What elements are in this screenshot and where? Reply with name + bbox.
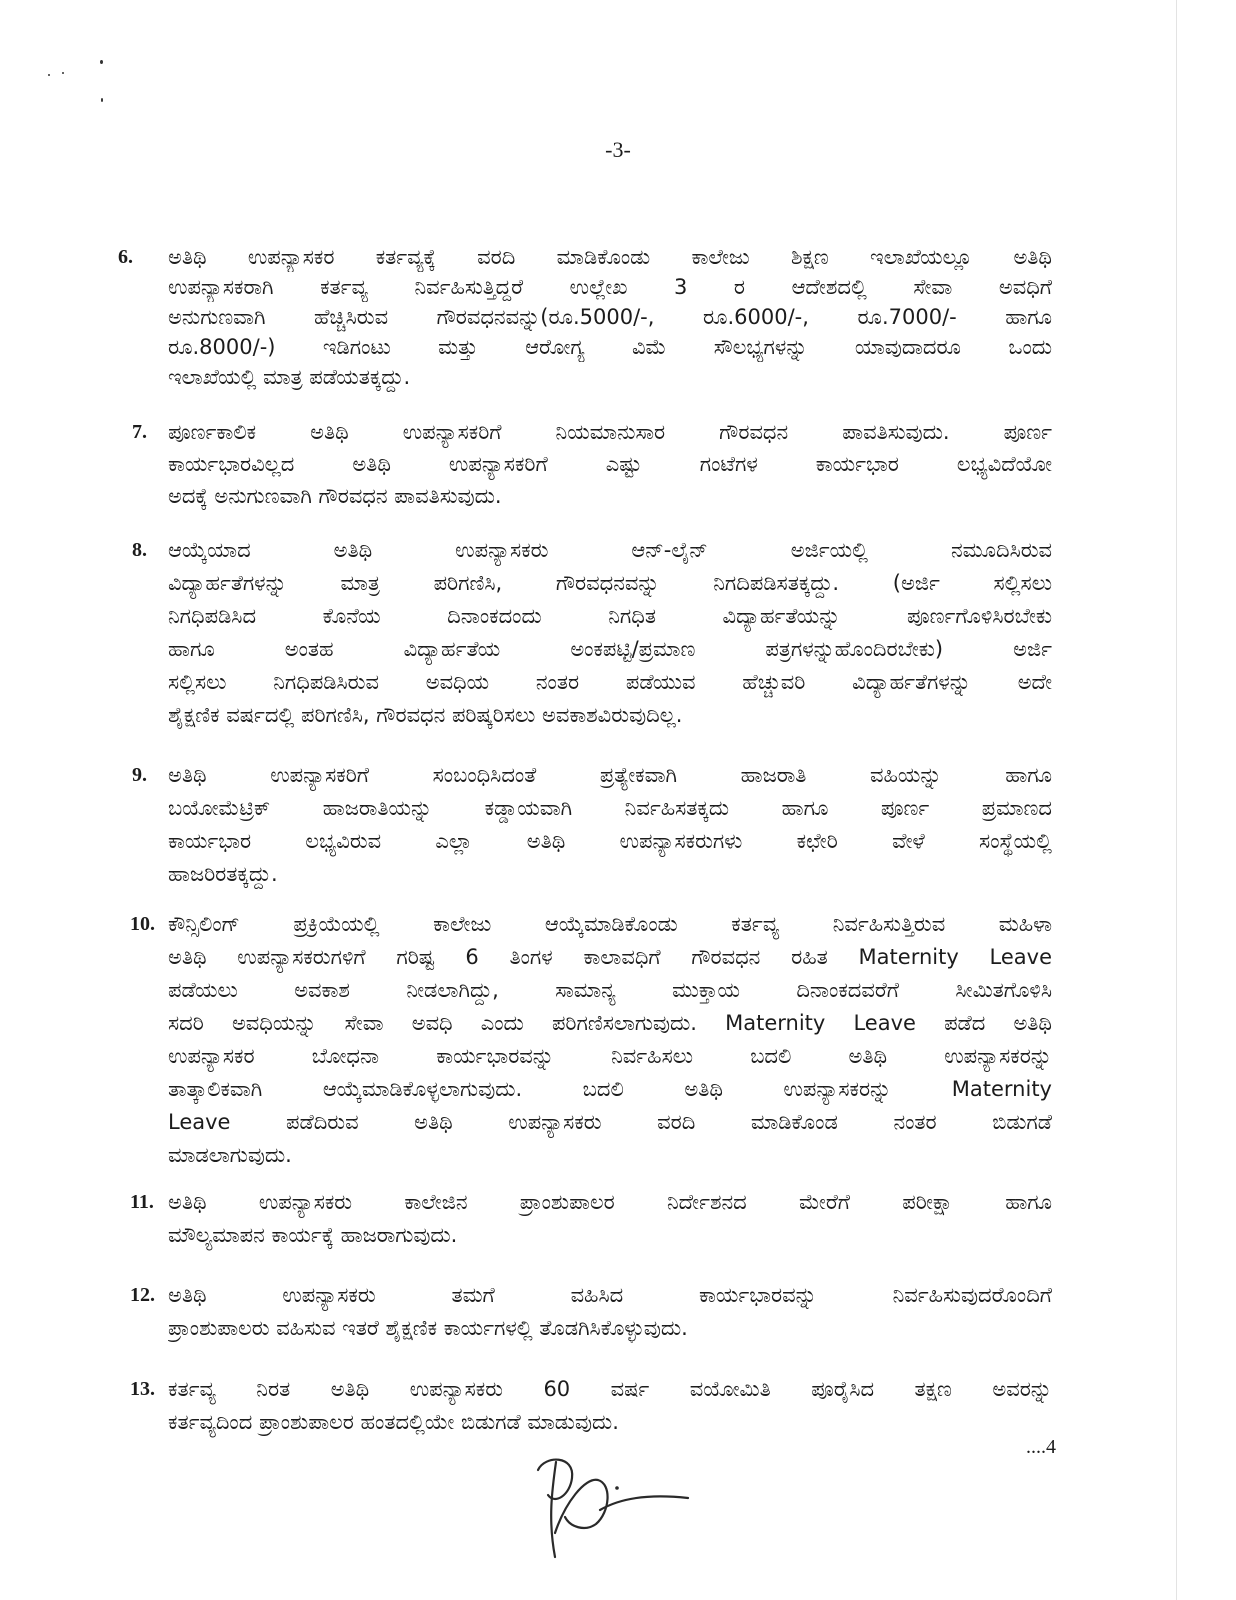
clause-line: ಅದಕ್ಕೆ ಅನುಗುಣವಾಗಿ ಗೌರವಧನ ಪಾವತಿಸುವುದು. [168, 484, 502, 508]
clause-number: 7. [132, 421, 147, 443]
clause-number: 11. [130, 1191, 154, 1213]
continuation-marker: ....4 [1026, 1436, 1056, 1458]
clause-text [168, 1373, 1052, 1439]
scan-speck [62, 72, 64, 74]
clause-line: ಹಾಜರಿರತಕ್ಕದ್ದು. [168, 862, 278, 886]
clause-line: ಬಯೋಮೆಟ್ರಿಕ್ ಹಾಜರಾತಿಯನ್ನು ಕಡ್ಡಾಯವಾಗಿ ನಿರ್ವಹಿಸತಕ್ಕದು ಹಾಗೂ ಪೂರ್ಣ ಪ್ರಮಾಣದ [168, 796, 1052, 820]
scan-speck [48, 74, 50, 76]
clause-line: ಉಪನ್ಯಾಸಕರಾಗಿ ಕರ್ತವ್ಯ ನಿರ್ವಹಿಸುತ್ತಿದ್ದರೆ ಉಲ್ಲೇಖ 3 ರ ಆದೇಶದಲ್ಲಿ ಸೇವಾ ಅವಧಿಗೆ [168, 275, 1052, 299]
clause-number: 9. [132, 764, 147, 786]
clause-line: ವಿದ್ಯಾರ್ಹತೆಗಳನ್ನು ಮಾತ್ರ ಪರಿಗಣಿಸಿ, ಗೌರವಧನವನ್ನು ನಿಗದಿಪಡಿಸತಕ್ಕದ್ದು. (ಅರ್ಜಿ ಸಲ್ಲಿಸಲು [168, 571, 1052, 595]
clause-line: ನಿಗಧಿಪಡಿಸಿದ ಕೊನೆಯ ದಿನಾಂಕದಂದು ನಿಗಧಿತ ವಿದ್ಯಾರ್ಹತೆಯನ್ನು ಪೂರ್ಣಗೊಳಿಸಿರಬೇಕು [168, 604, 1052, 628]
scan-speck [100, 60, 103, 64]
clause-text [168, 534, 1052, 732]
clause-line: ಅತಿಥಿ ಉಪನ್ಯಾಸಕರು ಕಾಲೇಜಿನ ಪ್ರಾಂಶುಪಾಲರ ನಿರ್ದೇಶನದ ಮೇರೆಗೆ ಪರೀಕ್ಷಾ ಹಾಗೂ [168, 1190, 1052, 1214]
clause-line: ಅನುಗುಣವಾಗಿ ಹೆಚ್ಚಿಸಿರುವ ಗೌರವಧನವನ್ನು(ರೂ.5000/-, ರೂ.6000/-, ರೂ.7000/- ಹಾಗೂ [168, 305, 1052, 329]
clause-line: ಅತಿಥಿ ಉಪನ್ಯಾಸಕರು ತಮಗೆ ವಹಿಸಿದ ಕಾರ್ಯಭಾರವನ್ನು ನಿರ್ವಹಿಸುವುದರೊಂದಿಗೆ [168, 1283, 1052, 1307]
clause-number: 12. [130, 1284, 155, 1306]
clause-line: Leave ಪಡೆದಿರುವ ಅತಿಥಿ ಉಪನ್ಯಾಸಕರು ವರದಿ ಮಾಡಿಕೊಂಡ ನಂತರ ಬಿಡುಗಡೆ [168, 1110, 1052, 1134]
clause-text [168, 242, 1052, 392]
clause-number: 6. [118, 246, 133, 268]
clause-line: ಇಲಾಖೆಯಲ್ಲಿ ಮಾತ್ರ ಪಡೆಯತಕ್ಕದ್ದು. [168, 365, 411, 389]
clause-line: ಮೌಲ್ಯಮಾಪನ ಕಾರ್ಯಕ್ಕೆ ಹಾಜರಾಗುವುದು. [168, 1223, 458, 1247]
scan-edge-line [1176, 0, 1177, 1600]
clause-text [168, 908, 1052, 1172]
clause-line: ಮಾಡಲಾಗುವುದು. [168, 1143, 292, 1167]
clause-line: ಪಡೆಯಲು ಅವಕಾಶ ನೀಡಲಾಗಿದ್ದು, ಸಾಮಾನ್ಯ ಮುಕ್ತಾಯ ದಿನಾಂಕದವರೆಗೆ ಸೀಮಿತಗೊಳಿಸಿ [168, 978, 1052, 1002]
signature [520, 1445, 700, 1570]
clause-line: ಶೈಕ್ಷಣಿಕ ವರ್ಷದಲ್ಲಿ ಪರಿಗಣಿಸಿ, ಗೌರವಧನ ಪರಿಷ್ಕರಿಸಲು ಅವಕಾಶವಿರುವುದಿಲ್ಲ. [168, 703, 683, 727]
clause-line: ಪ್ರಾಂಶುಪಾಲರು ವಹಿಸುವ ಇತರೆ ಶೈಕ್ಷಣಿಕ ಕಾರ್ಯಗಳಲ್ಲಿ ತೊಡಗಿಸಿಕೊಳ್ಳುವುದು. [168, 1316, 688, 1340]
clause-line: ಆಯ್ಕೆಯಾದ ಅತಿಥಿ ಉಪನ್ಯಾಸಕರು ಆನ್-ಲೈನ್ ಅರ್ಜಿಯಲ್ಲಿ ನಮೂದಿಸಿರುವ [168, 538, 1052, 562]
clause-line: ಸಲ್ಲಿಸಲು ನಿಗಧಿಪಡಿಸಿರುವ ಅವಧಿಯ ನಂತರ ಪಡೆಯುವ ಹೆಚ್ಚುವರಿ ವಿದ್ಯಾರ್ಹತೆಗಳನ್ನು ಅದೇ [168, 670, 1052, 694]
clause-line: ಹಾಗೂ ಅಂತಹ ವಿದ್ಯಾರ್ಹತೆಯ ಅಂಕಪಟ್ಟಿ/ಪ್ರಮಾಣ ಪತ್ರಗಳನ್ನುಹೊಂದಿರಬೇಕು) ಅರ್ಜಿ [168, 637, 1052, 661]
clause-number: 8. [132, 539, 147, 561]
clause-text [168, 416, 1052, 512]
clause-line: ಸದರಿ ಅವಧಿಯನ್ನು ಸೇವಾ ಅವಧಿ ಎಂದು ಪರಿಗಣಿಸಲಾಗುವುದು. Maternity Leave ಪಡೆದ ಅತಿಥಿ [168, 1011, 1052, 1035]
clause-line: ಕರ್ತವ್ಯದಿಂದ ಪ್ರಾಂಶುಪಾಲರ ಹಂತದಲ್ಲಿಯೇ ಬಿಡುಗಡೆ ಮಾಡುವುದು. [168, 1410, 619, 1434]
clause-line: ಕಾರ್ಯಭಾರ ಲಭ್ಯವಿರುವ ಎಲ್ಲಾ ಅತಿಥಿ ಉಪನ್ಯಾಸಕರುಗಳು ಕಛೇರಿ ವೇಳೆ ಸಂಸ್ಥೆಯಲ್ಲಿ [168, 829, 1052, 853]
clause-text [168, 1186, 1052, 1252]
clause-line: ಕಾರ್ಯಭಾರವಿಲ್ಲದ ಅತಿಥಿ ಉಪನ್ಯಾಸಕರಿಗೆ ಎಷ್ಟು ಗಂಟೆಗಳ ಕಾರ್ಯಭಾರ ಲಭ್ಯವಿದೆಯೋ [168, 452, 1052, 476]
clause-line: ರೂ.8000/-) ಇಡಿಗಂಟು ಮತ್ತು ಆರೋಗ್ಯ ವಿಮೆ ಸೌಲಭ್ಯಗಳನ್ನು ಯಾವುದಾದರೂ ಒಂದು [168, 335, 1052, 359]
clause-number: 10. [130, 913, 155, 935]
clause-line: ಅತಿಥಿ ಉಪನ್ಯಾಸಕರ ಕರ್ತವ್ಯಕ್ಕೆ ವರದಿ ಮಾಡಿಕೊಂಡು ಕಾಲೇಜು ಶಿಕ್ಷಣ ಇಲಾಖೆಯಲ್ಲೂ ಅತಿಥಿ [168, 245, 1052, 269]
clause-line: ಪೂರ್ಣಕಾಲಿಕ ಅತಿಥಿ ಉಪನ್ಯಾಸಕರಿಗೆ ನಿಯಮಾನುಸಾರ ಗೌರವಧನ ಪಾವತಿಸುವುದು. ಪೂರ್ಣ [168, 420, 1052, 444]
clause-text [168, 1279, 1052, 1345]
clause-line: ಅತಿಥಿ ಉಪನ್ಯಾಸಕರುಗಳಿಗೆ ಗರಿಷ್ಟ 6 ತಿಂಗಳ ಕಾಲಾವಧಿಗೆ ಗೌರವಧನ ರಹಿತ Maternity Leave [168, 945, 1052, 969]
clause-number: 13. [130, 1378, 155, 1400]
clause-line: ಅತಿಥಿ ಉಪನ್ಯಾಸಕರಿಗೆ ಸಂಬಂಧಿಸಿದಂತೆ ಪ್ರತ್ಯೇಕವಾಗಿ ಹಾಜರಾತಿ ವಹಿಯನ್ನು ಹಾಗೂ [168, 763, 1052, 787]
clause-line: ಕರ್ತವ್ಯ ನಿರತ ಅತಿಥಿ ಉಪನ್ಯಾಸಕರು 60 ವರ್ಷ ವಯೋಮಿತಿ ಪೂರೈಸಿದ ತಕ್ಷಣ ಅವರನ್ನು [168, 1377, 1052, 1401]
clause-line: ಕೌನ್ಸಿಲಿಂಗ್ ಪ್ರಕ್ರಿಯೆಯಲ್ಲಿ ಕಾಲೇಜು ಆಯ್ಕೆಮಾಡಿಕೊಂಡು ಕರ್ತವ್ಯ ನಿರ್ವಹಿಸುತ್ತಿರುವ ಮಹಿಳಾ [168, 912, 1052, 936]
clause-line: ತಾತ್ಕಾಲಿಕವಾಗಿ ಆಯ್ಕೆಮಾಡಿಕೊಳ್ಳಲಾಗುವುದು. ಬದಲಿ ಅತಿಥಿ ಉಪನ್ಯಾಸಕರನ್ನು Maternity [168, 1077, 1052, 1101]
clause-line: ಉಪನ್ಯಾಸಕರ ಬೋಧನಾ ಕಾರ್ಯಭಾರವನ್ನು ನಿರ್ವಹಿಸಲು ಬದಲಿ ಅತಿಥಿ ಉಪನ್ಯಾಸಕರನ್ನು [168, 1044, 1052, 1068]
page-number: -3- [605, 137, 631, 162]
scan-speck [101, 98, 103, 102]
clause-text [168, 759, 1052, 891]
